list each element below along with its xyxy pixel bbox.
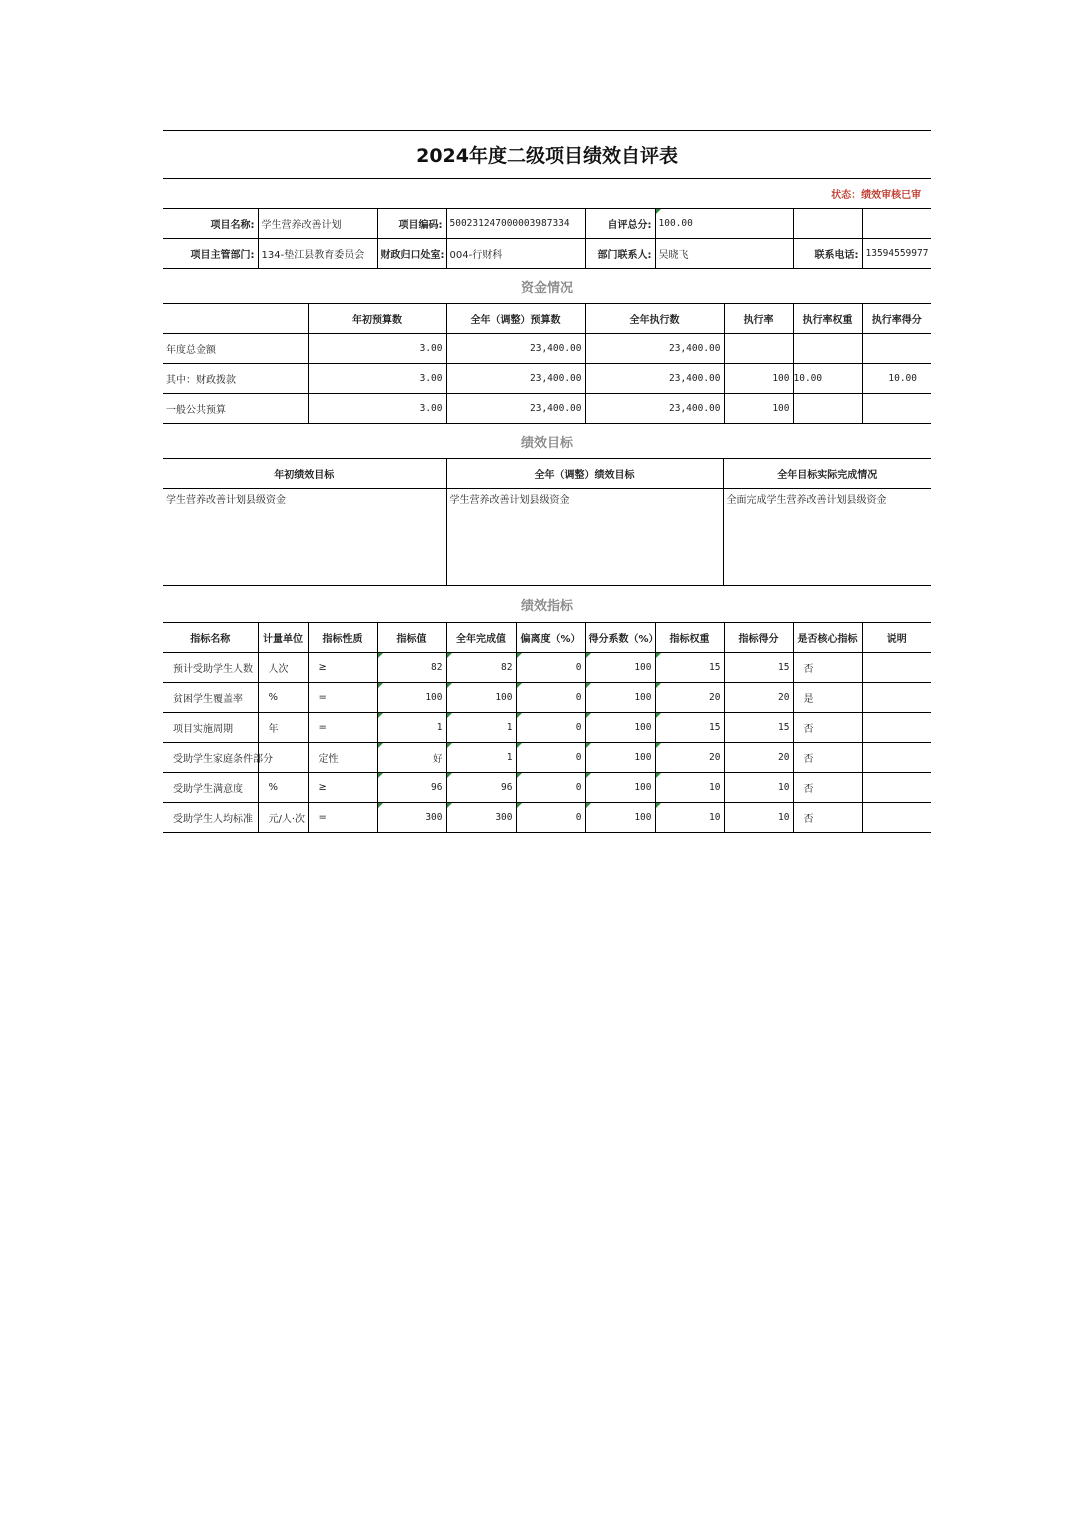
funds-header-initial: 年初预算数 [308, 304, 446, 334]
ind-cell-value: 1 [377, 713, 446, 743]
finance-label: 财政归口处室: [377, 239, 446, 269]
ind-cell-note [862, 743, 931, 773]
goal-initial: 学生营养改善计划县级资金 [163, 489, 446, 586]
ind-cell-nature: = [308, 713, 377, 743]
phone-label: 联系电话: [793, 239, 862, 269]
ind-cell-done: 1 [446, 713, 516, 743]
contact-label: 部门联系人: [585, 239, 655, 269]
funds-section-title: 资金情况 [163, 269, 931, 304]
funds-row-name: 其中：财政拨款 [163, 364, 308, 394]
funds-row-score [862, 394, 931, 424]
ind-cell-nature: ≥ [308, 653, 377, 683]
funds-row-weight [793, 394, 862, 424]
ind-cell-name: 预计受助学生人数 [163, 653, 258, 683]
ind-cell-weight: 20 [655, 683, 724, 713]
ind-cell-score: 15 [724, 713, 793, 743]
ind-cell-coef: 100 [585, 743, 655, 773]
ind-cell-score: 10 [724, 803, 793, 833]
ind-cell-score: 20 [724, 683, 793, 713]
funds-row-initial: 3.00 [308, 364, 446, 394]
ind-cell-name: 项目实施周期 [163, 713, 258, 743]
ind-header-weight: 指标权重 [655, 623, 724, 653]
table-row [163, 683, 931, 713]
funds-row-name: 年度总金额 [163, 334, 308, 364]
ind-cell-coef: 100 [585, 653, 655, 683]
funds-row-executed: 23,400.00 [585, 364, 724, 394]
ind-cell-weight: 20 [655, 743, 724, 773]
funds-row-rate: 100 [724, 364, 793, 394]
funds-row-initial: 3.00 [308, 394, 446, 424]
funds-row-name: 一般公共预算 [163, 394, 308, 424]
funds-header-blank [163, 304, 308, 334]
ind-cell-name: 受助学生满意度 [163, 773, 258, 803]
project-code-label: 项目编码: [377, 209, 446, 239]
indicators-section-title: 绩效指标 [163, 586, 931, 623]
ind-cell-deviation: 0 [516, 803, 585, 833]
ind-cell-done: 1 [446, 743, 516, 773]
ind-cell-unit: 元/人·次 [258, 803, 308, 833]
goals-header-actual: 全年目标实际完成情况 [723, 459, 931, 489]
ind-cell-unit: 人次 [258, 653, 308, 683]
project-name-value: 学生营养改善计划 [258, 209, 377, 239]
ind-cell-note [862, 683, 931, 713]
ind-cell-done: 100 [446, 683, 516, 713]
ind-cell-name: 贫困学生覆盖率 [163, 683, 258, 713]
ind-cell-name: 受助学生人均标准 [163, 803, 258, 833]
funds-row-adjusted: 23,400.00 [446, 394, 585, 424]
table-row [163, 713, 931, 743]
ind-cell-done: 300 [446, 803, 516, 833]
header-table [163, 130, 931, 304]
ind-cell-deviation: 0 [516, 773, 585, 803]
ind-header-value: 指标值 [377, 623, 446, 653]
empty-cell [793, 209, 862, 239]
funds-header-score: 执行率得分 [862, 304, 931, 334]
ind-cell-coef: 100 [585, 773, 655, 803]
evaluation-sheet [163, 130, 931, 833]
funds-row-initial: 3.00 [308, 334, 446, 364]
ind-cell-note [862, 713, 931, 743]
funds-row-score: 10.00 [862, 364, 931, 394]
ind-cell-deviation: 0 [516, 743, 585, 773]
ind-cell-unit: 年 [258, 713, 308, 743]
funds-table [163, 304, 931, 459]
ind-cell-note [862, 803, 931, 833]
ind-cell-coef: 100 [585, 683, 655, 713]
ind-cell-core: 否 [793, 773, 862, 803]
project-name-label: 项目名称: [163, 209, 258, 239]
funds-row-adjusted: 23,400.00 [446, 364, 585, 394]
ind-cell-unit: % [258, 773, 308, 803]
goals-header-adjusted: 全年（调整）绩效目标 [446, 459, 723, 489]
indicators-body [163, 653, 931, 833]
ind-cell-value: 100 [377, 683, 446, 713]
ind-cell-score: 15 [724, 653, 793, 683]
ind-header-unit: 计量单位 [258, 623, 308, 653]
self-score-label: 自评总分: [585, 209, 655, 239]
ind-header-name: 指标名称 [163, 623, 258, 653]
ind-cell-weight: 10 [655, 773, 724, 803]
goals-table [163, 459, 931, 623]
dept-label: 项目主管部门: [163, 239, 258, 269]
ind-cell-value: 好 [377, 743, 446, 773]
ind-cell-deviation: 0 [516, 683, 585, 713]
ind-cell-weight: 15 [655, 713, 724, 743]
table-row [163, 773, 931, 803]
ind-header-score: 指标得分 [724, 623, 793, 653]
ind-cell-coef: 100 [585, 803, 655, 833]
goal-adjusted: 学生营养改善计划县级资金 [446, 489, 723, 586]
goal-actual: 全面完成学生营养改善计划县级资金 [723, 489, 931, 586]
ind-cell-note [862, 773, 931, 803]
ind-header-note: 说明 [862, 623, 931, 653]
empty-cell [862, 209, 931, 239]
funds-row-weight [793, 334, 862, 364]
funds-row-score [862, 334, 931, 364]
funds-header-adjusted: 全年（调整）预算数 [446, 304, 585, 334]
self-score-value: 100.00 [655, 209, 793, 239]
ind-cell-core: 否 [793, 653, 862, 683]
finance-value: 004-行财科 [446, 239, 585, 269]
ind-cell-value: 300 [377, 803, 446, 833]
ind-cell-value: 82 [377, 653, 446, 683]
ind-cell-nature: = [308, 803, 377, 833]
ind-header-deviation: 偏离度（%） [516, 623, 585, 653]
ind-cell-nature: 定性 [308, 743, 377, 773]
funds-header-weight: 执行率权重 [793, 304, 862, 334]
page-title: 2024年度二级项目绩效自评表 [163, 131, 931, 179]
ind-header-core: 是否核心指标 [793, 623, 862, 653]
table-row [163, 364, 931, 394]
ind-cell-coef: 100 [585, 713, 655, 743]
goals-header-initial: 年初绩效目标 [163, 459, 446, 489]
ind-cell-nature: = [308, 683, 377, 713]
ind-header-done: 全年完成值 [446, 623, 516, 653]
ind-cell-weight: 15 [655, 653, 724, 683]
contact-value: 吴晓飞 [655, 239, 793, 269]
ind-cell-core: 是 [793, 683, 862, 713]
ind-cell-name: 受助学生家庭条件部分 [163, 743, 258, 773]
ind-cell-done: 82 [446, 653, 516, 683]
ind-cell-core: 否 [793, 743, 862, 773]
funds-row-weight: 10.00 [793, 364, 862, 394]
funds-row-adjusted: 23,400.00 [446, 334, 585, 364]
indicators-table [163, 623, 931, 833]
phone-value: 13594559977 [862, 239, 931, 269]
table-row [163, 394, 931, 424]
funds-row-rate: 100 [724, 394, 793, 424]
ind-cell-done: 96 [446, 773, 516, 803]
ind-cell-deviation: 0 [516, 653, 585, 683]
ind-cell-deviation: 0 [516, 713, 585, 743]
table-row [163, 743, 931, 773]
funds-row-executed: 23,400.00 [585, 334, 724, 364]
funds-row-rate [724, 334, 793, 364]
table-row [163, 653, 931, 683]
status-badge: 状态：绩效审核已审 [163, 179, 931, 209]
goals-section-title: 绩效目标 [163, 424, 931, 459]
ind-cell-nature: ≥ [308, 773, 377, 803]
funds-header-executed: 全年执行数 [585, 304, 724, 334]
ind-cell-weight: 10 [655, 803, 724, 833]
ind-cell-core: 否 [793, 803, 862, 833]
ind-cell-unit: % [258, 683, 308, 713]
ind-cell-score: 20 [724, 743, 793, 773]
table-row [163, 334, 931, 364]
ind-cell-note [862, 653, 931, 683]
funds-row-executed: 23,400.00 [585, 394, 724, 424]
ind-header-nature: 指标性质 [308, 623, 377, 653]
table-row [163, 803, 931, 833]
project-code-value: 500231247000003987334 [446, 209, 585, 239]
ind-header-coef: 得分系数（%） [585, 623, 655, 653]
dept-value: 134-垫江县教育委员会 [258, 239, 377, 269]
ind-cell-core: 否 [793, 713, 862, 743]
ind-cell-score: 10 [724, 773, 793, 803]
ind-cell-value: 96 [377, 773, 446, 803]
funds-header-rate: 执行率 [724, 304, 793, 334]
